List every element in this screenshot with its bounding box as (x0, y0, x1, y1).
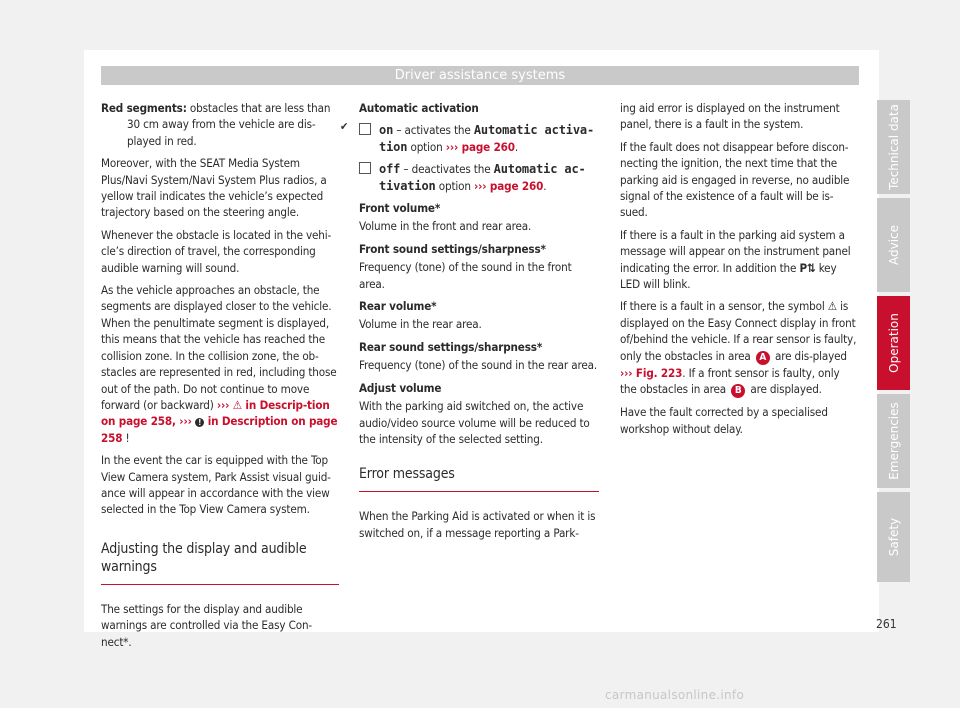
paragraph: Frequency (tone) of the sound in the front area. (359, 260, 572, 291)
tab-advice[interactable] (877, 198, 910, 292)
option-key: on (379, 123, 394, 138)
text: are dis-played (771, 348, 847, 363)
subheading-text: Automatic activation (359, 101, 479, 115)
subheading (359, 200, 599, 216)
watermark: carmanualsonline.info (605, 688, 745, 702)
text: As the vehicle approaches an obstacle, the segments are displayed closer to the vehicle. When the penultimate segment is displayed, this means that the vehicle has reached the collision zone. In the collision zone, the ob-stacles are represented in red, including those out of the path. Do not continue to move forward (or backward) (101, 283, 337, 412)
tab-label: Safety (886, 517, 901, 557)
page-link[interactable]: ››› page 260 (474, 178, 544, 193)
area-a-marker: A (756, 351, 770, 365)
tab-emergencies[interactable] (877, 394, 910, 488)
paragraph: Moreover, with the SEAT Media System Plus/Navi System/Navi System Plus radios, a yellow trail indicates the vehicle’s expected trajectory based on the steering angle. (101, 156, 327, 220)
section-heading: Error messages (359, 465, 599, 492)
warning-icon: ⚠ (827, 299, 837, 314)
subheading-text: Rear volume* (359, 299, 437, 314)
info-icon: ! (195, 418, 204, 427)
running-header: Driver assistance systems (101, 66, 859, 85)
paragraph (620, 298, 858, 398)
subheading-text: Front volume* (359, 201, 441, 216)
option-name: Automatic activa-tion (379, 123, 595, 154)
checkbox-checked-icon (359, 123, 371, 135)
paragraph: If the fault does not disappear before discon-necting the ignition, the next time that the parking aid is engaged in reverse, no audible signal of the existence of a fault will be is-sued. (620, 139, 850, 220)
page-number: 261 (876, 617, 897, 631)
link-text: in Descrip-tion on page 258, ››› (101, 397, 330, 429)
checkbox-empty-icon (359, 162, 371, 174)
text: . If a front sensor is faulty, only the obstacles in area (620, 365, 840, 397)
text: key LED will blink. (620, 260, 837, 292)
subheading (359, 380, 599, 396)
paragraph (620, 227, 858, 293)
option-key: off (379, 162, 401, 177)
subheading (359, 298, 599, 314)
paragraph: Volume in the rear area. (359, 317, 482, 332)
warning-icon: ⚠ (232, 397, 242, 412)
term-red-segments: Red segments: (101, 101, 187, 115)
text: If there is a fault in the parking aid system a message will appear on the instrument panel indicating the error. In addition the (620, 227, 851, 275)
page-link[interactable]: ››› page 260 (445, 139, 515, 154)
paragraph-collision (101, 282, 339, 446)
text: If there is a fault in a sensor, the symbol (620, 299, 828, 314)
text: option (435, 178, 475, 193)
tab-label: Advice (886, 224, 901, 266)
tab-operation[interactable] (877, 296, 910, 390)
subheading-text: Adjust volume (359, 380, 442, 395)
column-3 (620, 100, 858, 443)
tab-technical-data[interactable] (877, 100, 910, 194)
paragraph: In the event the car is equipped with the Top View Camera system, Park Assist visual guid-ance will appear in accordance with the view selected in the Top View Camera system. (101, 453, 331, 517)
subheading-text: Rear sound settings/sharpness* (359, 339, 543, 354)
subheading-text: Front sound settings/sharpness* (359, 241, 546, 256)
link-arrows: ››› (216, 397, 233, 412)
option-off: off – deactivates the Automatic ac-tivation option ››› page 260. (359, 161, 599, 194)
paragraph: With the parking aid switched on, the active audio/video source volume will be reduced to the intensity of the selected setting. (359, 399, 590, 446)
text: – activates the (393, 123, 474, 138)
paragraph: When the Parking Aid is activated or when it is switched on, if a message reporting a Park- (359, 509, 596, 540)
area-b-marker: B (731, 384, 745, 398)
text: are displayed. (747, 382, 822, 397)
text: – deactivates the (400, 162, 494, 177)
paragraph: Frequency (tone) of the sound in the rear area. (359, 358, 597, 373)
paragraph: The settings for the display and audible warnings are controlled via the Easy Con-nect*. (101, 601, 313, 649)
paragraph: ing aid error is displayed on the instrument panel, there is a fault in the system. (620, 101, 840, 132)
section-heading: Adjusting the display and audible warnings (101, 540, 339, 585)
subheading (359, 339, 599, 355)
tab-label: Operation (886, 313, 901, 373)
subheading (359, 100, 599, 116)
paragraph: Have the fault corrected by a specialised workshop without delay. (620, 405, 828, 436)
option-name: Automatic ac-tivation (379, 162, 586, 193)
link-text: in Description on page 258 (101, 414, 338, 445)
column-1 (101, 100, 339, 656)
tab-label: Technical data (886, 104, 901, 190)
text: option (407, 139, 446, 154)
park-key-icon: P⇅ (799, 260, 816, 275)
subheading (359, 241, 599, 257)
column-2 (359, 100, 599, 547)
figure-link[interactable]: ››› Fig. 223 (620, 365, 683, 380)
text: ! (122, 430, 130, 445)
tab-label: Emergencies (886, 402, 901, 480)
paragraph-red-segments (101, 100, 339, 149)
text: obstacles that are less than 30 cm away from the vehicle are dis-played in red. (127, 101, 331, 148)
option-on: ✔on – activates the Automatic activa-tion option ››› page 260. (359, 122, 599, 155)
paragraph: Whenever the obstacle is located in the vehi-cle’s direction of travel, the corresponding audible warning will sound. (101, 227, 332, 275)
tab-safety[interactable] (877, 492, 910, 582)
paragraph: Volume in the front and rear area. (359, 219, 532, 234)
text: is displayed on the Easy Connect display in front of/behind the vehicle. If a rear sensor is faulty, only the obstacles in area (620, 299, 857, 363)
